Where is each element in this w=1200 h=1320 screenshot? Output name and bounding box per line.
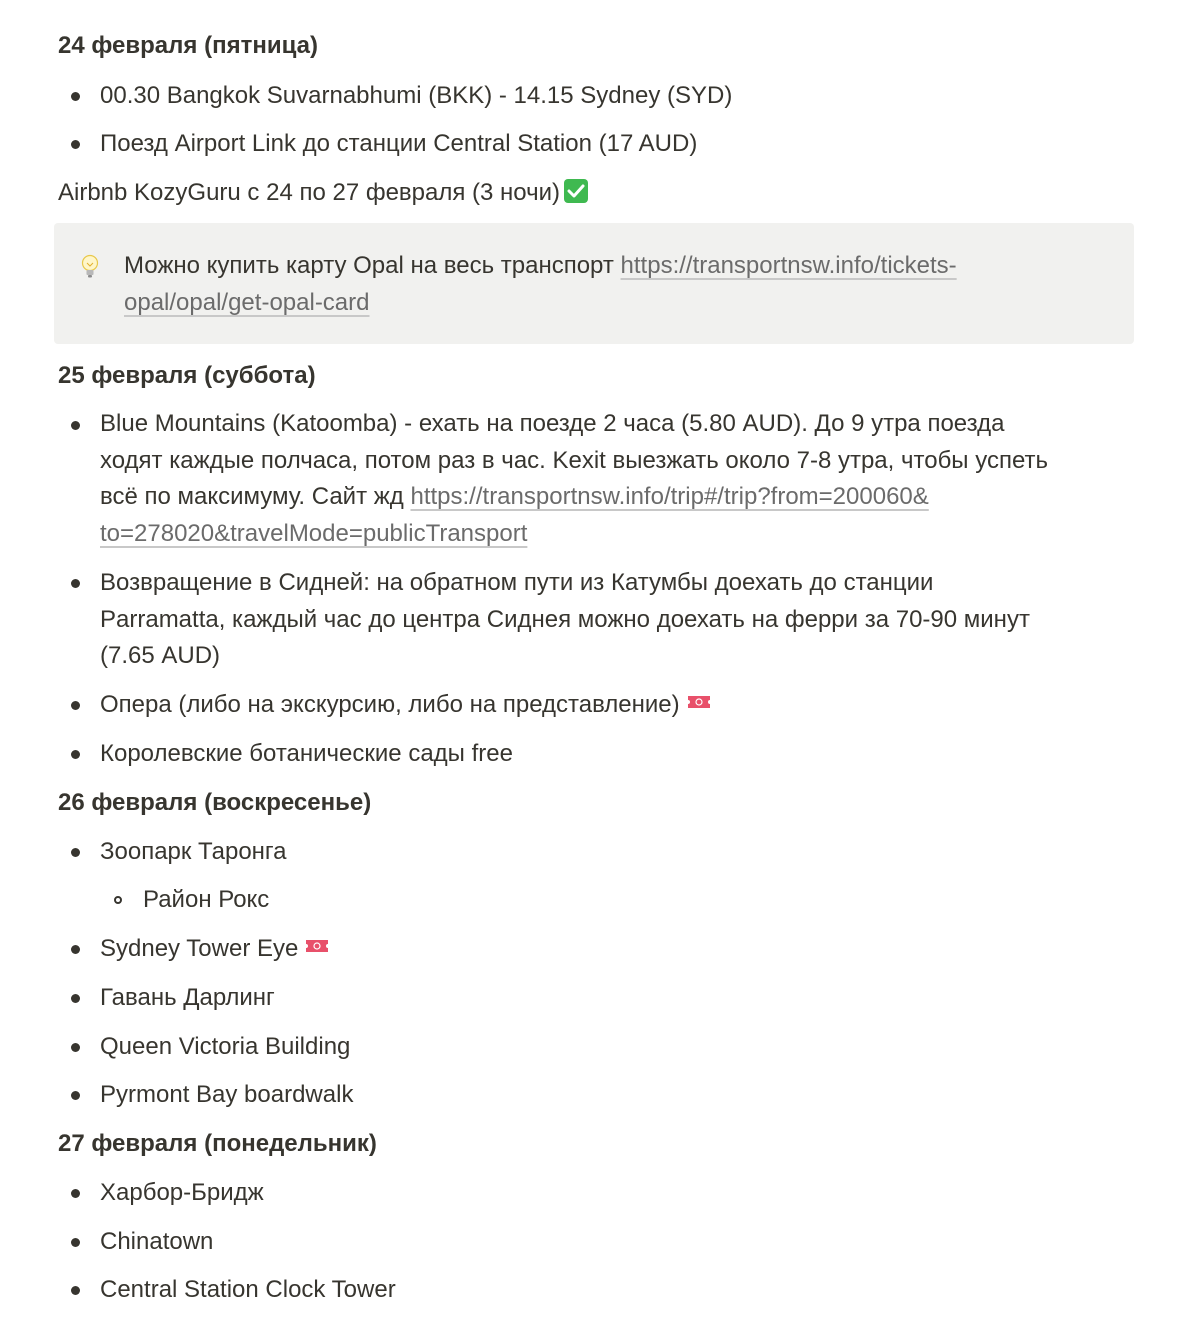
list-item: Chinatown — [100, 1228, 214, 1255]
list-item-tower-eye — [100, 931, 330, 968]
callout-text — [124, 248, 957, 321]
opal-card-link[interactable]: https://transportnsw.info/tickets- — [620, 252, 957, 279]
bullet-dot — [71, 701, 80, 710]
list-item: Харбор-Бридж — [100, 1179, 264, 1206]
list-item: 00.30 Bangkok Suvarnabhumi (BKK) - 14.15 Sydney (SYD) — [100, 82, 733, 109]
bullet-dot — [71, 1238, 80, 1247]
bullet-dot — [71, 140, 80, 149]
bullet-dot — [71, 1091, 80, 1100]
list-item: Pyrmont Bay boardwalk — [100, 1081, 354, 1108]
day-heading-27-feb: 27 февраля (понедельник) — [58, 1130, 377, 1157]
bullet-dot — [71, 750, 80, 759]
list-item-text: Опера (либо на экскурсию, либо на представление) — [100, 691, 680, 718]
list-item: Королевские ботанические сады free — [100, 740, 513, 767]
sub-bullet-ring — [114, 896, 122, 904]
day-heading-25-feb: 25 февраля (суббота) — [58, 362, 316, 389]
callout-label: Можно купить карту Opal на весь транспорт — [124, 252, 621, 279]
stay-text: Airbnb KozyGuru с 24 по 27 февраля (3 ночи) — [58, 179, 561, 206]
list-item-text: Sydney Tower Eye — [100, 935, 299, 962]
list-item-opera — [100, 687, 712, 724]
list-item-line: (7.65 AUD) — [100, 642, 221, 669]
ticket-icon — [686, 694, 712, 710]
day-heading-26-feb: 26 февраля (воскресенье) — [58, 789, 372, 816]
list-item: Queen Victoria Building — [100, 1033, 351, 1060]
bullet-dot — [71, 994, 80, 1003]
list-item-line: Parramatta, каждый час до центра Сиднея можно доехать на ферри за 70-90 минут — [100, 605, 1030, 633]
list-item-line: Blue Mountains (Katoomba) - ехать на поезде 2 часа (5.80 AUD). До 9 утра поезда — [100, 410, 1005, 437]
sub-list-item: Район Рокс — [143, 886, 270, 913]
list-item: Гавань Дарлинг — [100, 984, 275, 1011]
bullet-dot — [71, 1043, 80, 1052]
list-item-return — [100, 565, 1030, 675]
bullet-dot — [71, 1189, 80, 1198]
bullet-dot — [71, 945, 80, 954]
trip-planner-link[interactable]: https://transportnsw.info/trip#/trip?from=200060& — [410, 483, 929, 510]
list-item: Central Station Clock Tower — [100, 1276, 396, 1303]
check-mark-button-icon — [564, 179, 588, 203]
list-item-line: всё по максимуму. Сайт жд — [100, 483, 411, 510]
light-bulb-icon — [80, 254, 100, 280]
bullet-dot — [71, 92, 80, 101]
bullet-dot — [71, 848, 80, 857]
bullet-dot — [71, 1286, 80, 1295]
list-item-line: Возвращение в Сидней: на обратном пути из Катумбы доехать до станции — [100, 569, 934, 596]
list-item: Поезд Airport Link до станции Central Station (17 AUD) — [100, 130, 698, 157]
stay-line — [58, 175, 588, 211]
trip-planner-link-cont[interactable]: to=278020&travelMode=publicTransport — [100, 519, 528, 547]
list-item-line: ходят каждые полчаса, потом раз в час. Kexit выезжать около 7-8 утра, чтобы успеть — [100, 446, 1048, 474]
opal-card-link-cont[interactable]: opal/opal/get-opal-card — [124, 288, 370, 316]
list-item-blue-mountains — [100, 406, 1048, 552]
day-heading-24-feb: 24 февраля (пятница) — [58, 32, 318, 59]
ticket-icon — [304, 938, 330, 954]
bullet-dot — [71, 421, 80, 430]
list-item: Зоопарк Таронга — [100, 838, 287, 865]
bullet-dot — [71, 579, 80, 588]
